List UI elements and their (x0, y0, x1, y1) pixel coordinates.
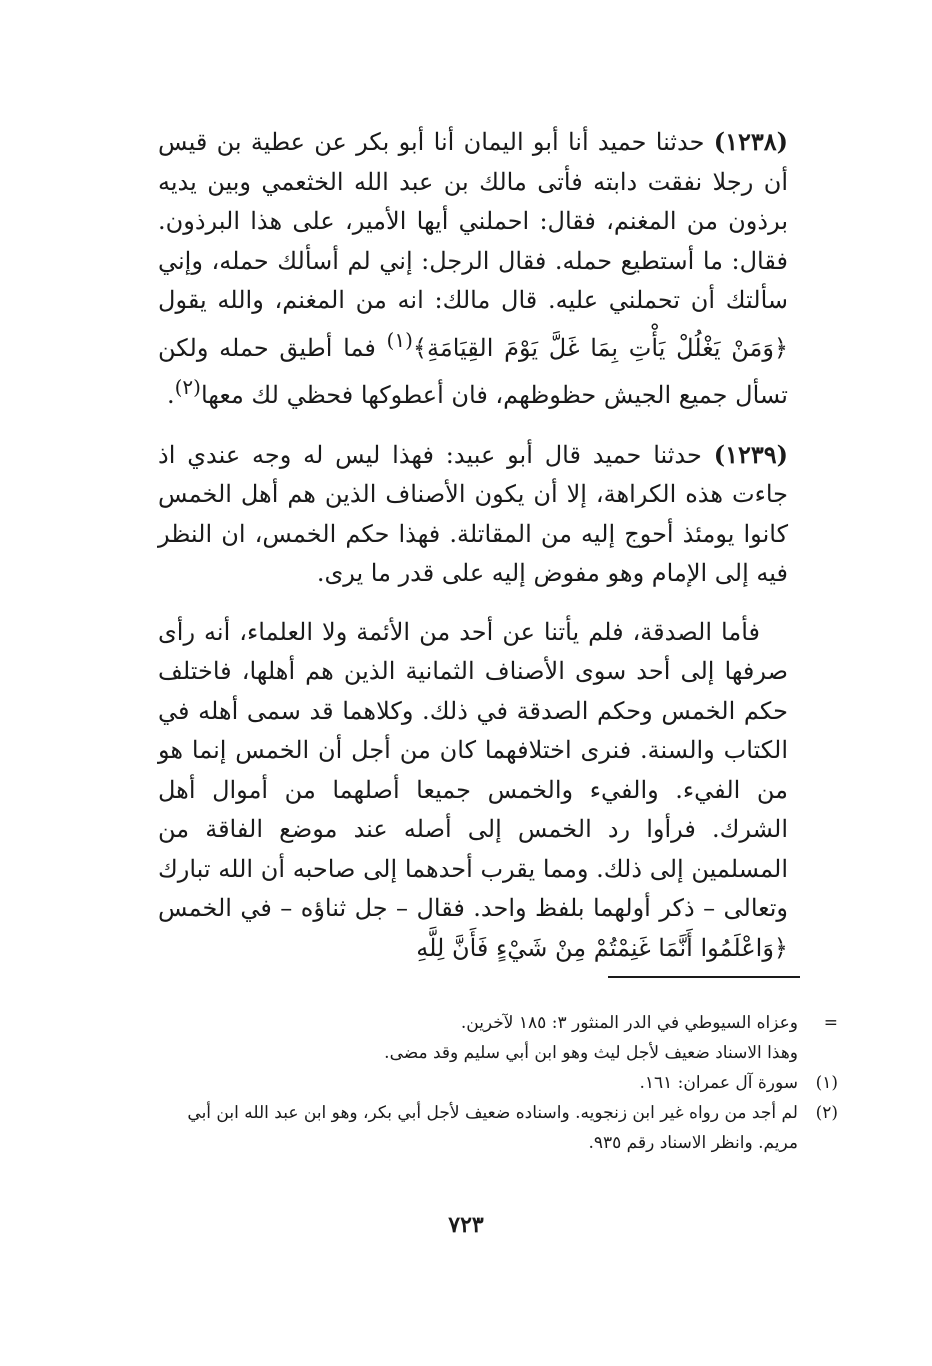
footnote-ref-1: (١) (386, 327, 413, 352)
footnote-marker: (٢) (815, 1103, 838, 1123)
paragraph-text: حدثنا حميد أنا أبو اليمان أنا أبو بكر عن عطية بن قيس أن رجلا نفقت دابته فأتى مالك بن عبد الله الخثعمي وبين يديه برذون من المغنم، فقال: احملني أيها الأمير، على هذا البرذون. فقال: ما أستطيع حمله. فقال الرجل: إني لم أسألك حمله، وإني سألتك أن تحملني عليه. قال مالك: انه من المغنم، والله يقول ﴿وَمَنْ يَغْلُلْ يَأْتِ بِمَا غَلَّ يَوْمَ القِيَامَةِ﴾ (158, 128, 789, 362)
main-text (158, 122, 788, 968)
paragraph-text-continued: فما أطيق حمله ولكن تسأل جميع الجيش حظوظهم، فان أعطوكها فحظي لك معها (158, 333, 788, 409)
footnote-marker: = (823, 1013, 838, 1033)
footnote-text: وعزاه السيوطي في الدر المنثور ٣: ١٨٥ لآخرين. (460, 1013, 798, 1033)
paragraph-end-mark: . (166, 381, 175, 409)
footnote-text: وهذا الاسناد ضعيف لأجل ليث وهو ابن أبي سليم وقد مضى. (384, 1043, 798, 1063)
footnote-item (158, 1068, 838, 1098)
footnote-text: سورة آل عمران: ١٦١. (639, 1073, 798, 1093)
paragraph-sadaqa (158, 613, 788, 969)
footnote-item (158, 1038, 838, 1068)
paragraph-text: حدثنا حميد قال أبو عبيد: فهذا ليس له وجه عندي اذ جاءت هذه الكراهة، إلا أن يكون الأصناف الذين هم أهل الخمس كانوا يومئذ أحوج إليه من المقاتلة. فهذا حكم الخمس، ان النظر فيه إلى الإمام وهو مفوض إليه على قدر ما يرى. (158, 440, 788, 587)
footnote-text: لم أجد من رواه غير ابن زنجويه. واسناده ضعيف لأجل أبي بكر، وهو ابن عبد الله ابن أبي مريم. وانظر الاسناد رقم ٩٣٥. (187, 1103, 798, 1153)
page-number: ٧٢٣ (448, 1212, 484, 1238)
paragraph-number: (١٢٣٨) (713, 127, 788, 156)
paragraph-1239 (158, 435, 788, 594)
paragraph-text: فأما الصدقة، فلم يأتنا عن أحد من الأئمة ولا العلماء، أنه رأى صرفها إلى أحد سوى الأصناف الثمانية الذين هم أهلها، فاختلف حكم الخمس وحكم الصدقة في ذلك. وكلاهما قد سمى أهله في الكتاب والسنة. فنرى اختلافهما كان من أجل أن الخمس إنما هو من الفيء. والفيء والخمس جميعا أصلهما من أموال أهل الشرك. فرأوا رد الخمس إلى أصله عند موضع الفاقة من المسلمين إلى ذلك. ومما يقرب أحدهما إلى صاحبه أن الله تبارك وتعالى – ذكر أولهما بلفظ واحد. فقال – جل ثناؤه – في الخمس ﴿وَاعْلَمُوا أَنَّمَا غَنِمْتُمْ مِنْ شَيْءٍ فَأَنَّ لِلَّهِ (158, 617, 788, 962)
paragraph-number: (١٢٣٩) (713, 439, 788, 469)
footnote-item (158, 1008, 838, 1038)
footnotes (158, 1008, 838, 1158)
footnote-item (158, 1098, 838, 1158)
footnote-ref-2: (٢) (174, 375, 201, 399)
footnote-marker: (١) (815, 1073, 838, 1093)
footnote-divider (608, 976, 800, 978)
paragraph-1238 (158, 122, 788, 416)
